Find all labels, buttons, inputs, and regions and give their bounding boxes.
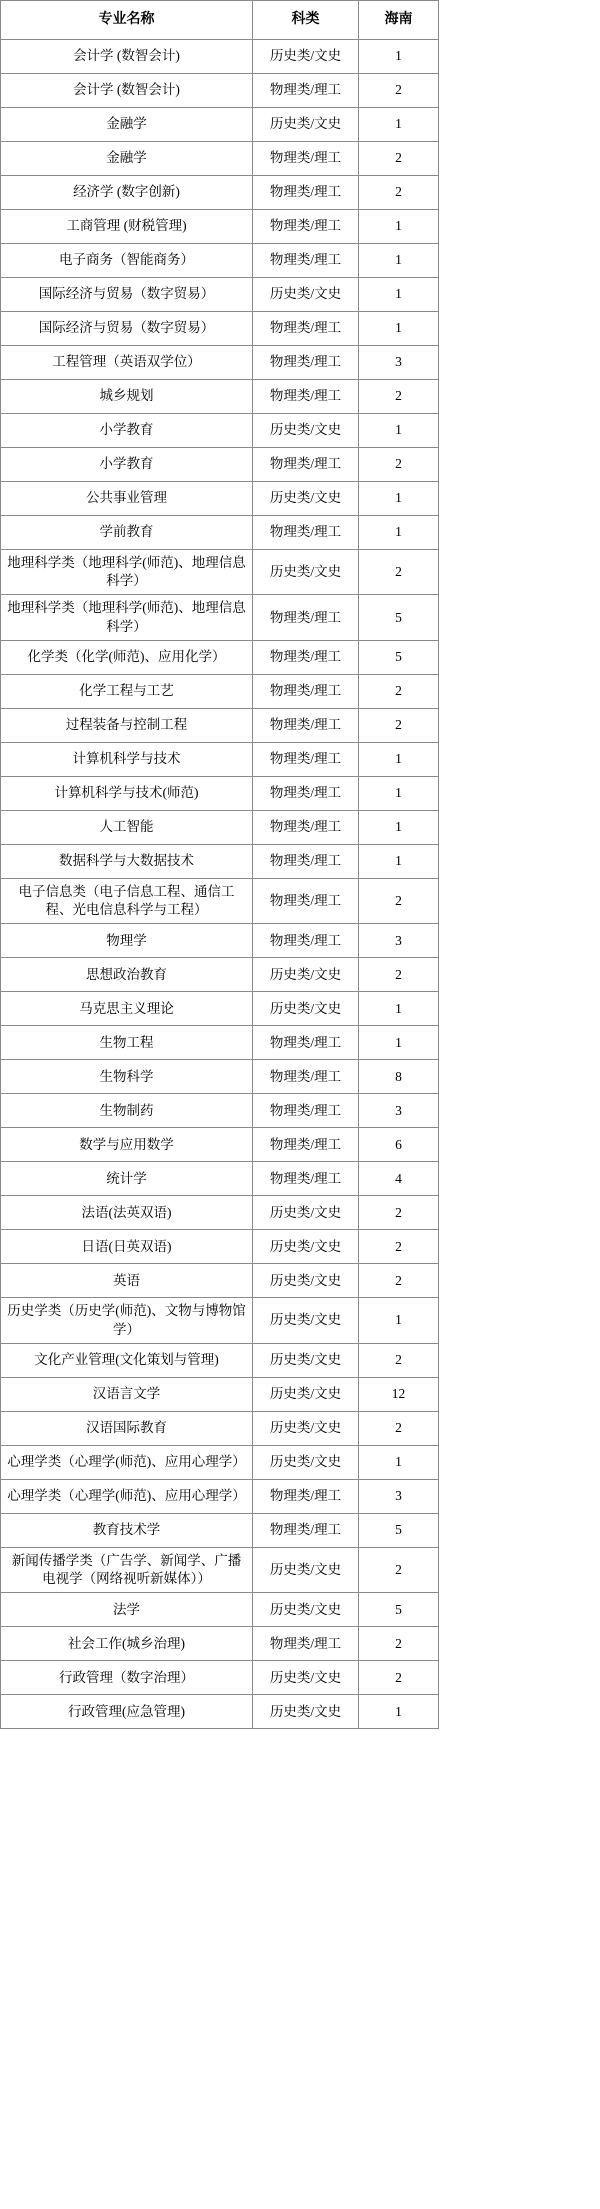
hainan-quota-cell: 5 (359, 595, 439, 640)
hainan-quota-cell: 1 (359, 742, 439, 776)
major-name-cell: 心理学类（心理学(师范)、应用心理学） (1, 1479, 253, 1513)
table-row (1, 1094, 439, 1128)
hainan-quota-cell: 3 (359, 924, 439, 958)
hainan-quota-cell: 2 (359, 1547, 439, 1592)
major-name-cell: 生物工程 (1, 1026, 253, 1060)
major-name-cell: 法学 (1, 1593, 253, 1627)
table-row (1, 1343, 439, 1377)
category-cell: 历史类/文史 (253, 1411, 359, 1445)
major-name-cell: 地理科学类（地理科学(师范)、地理信息科学） (1, 550, 253, 595)
hainan-quota-cell: 5 (359, 1593, 439, 1627)
major-name-cell: 国际经济与贸易（数字贸易） (1, 312, 253, 346)
table-row (1, 1411, 439, 1445)
category-cell: 物理类/理工 (253, 1162, 359, 1196)
category-cell: 物理类/理工 (253, 1060, 359, 1094)
category-cell: 物理类/理工 (253, 244, 359, 278)
major-name-cell: 思想政治教育 (1, 958, 253, 992)
hainan-quota-cell: 1 (359, 1445, 439, 1479)
major-name-cell: 小学教育 (1, 448, 253, 482)
category-cell: 物理类/理工 (253, 516, 359, 550)
major-name-cell: 城乡规划 (1, 380, 253, 414)
hainan-quota-cell: 1 (359, 1026, 439, 1060)
table-row (1, 742, 439, 776)
category-cell: 物理类/理工 (253, 448, 359, 482)
table-row (1, 516, 439, 550)
category-cell: 物理类/理工 (253, 595, 359, 640)
table-row (1, 448, 439, 482)
table-row (1, 1128, 439, 1162)
major-name-cell: 人工智能 (1, 810, 253, 844)
hainan-quota-cell: 1 (359, 1695, 439, 1729)
category-cell: 物理类/理工 (253, 708, 359, 742)
category-cell: 物理类/理工 (253, 742, 359, 776)
hainan-quota-cell: 2 (359, 674, 439, 708)
hainan-quota-cell: 2 (359, 878, 439, 923)
table-row (1, 1513, 439, 1547)
table-row (1, 1593, 439, 1627)
hainan-quota-cell: 2 (359, 958, 439, 992)
table-row (1, 482, 439, 516)
table-row (1, 346, 439, 380)
major-name-cell: 汉语言文学 (1, 1377, 253, 1411)
category-cell: 历史类/文史 (253, 278, 359, 312)
major-name-cell: 社会工作(城乡治理) (1, 1627, 253, 1661)
major-name-cell: 过程装备与控制工程 (1, 708, 253, 742)
category-cell: 历史类/文史 (253, 1196, 359, 1230)
hainan-quota-cell: 2 (359, 1230, 439, 1264)
table-row (1, 74, 439, 108)
table-row (1, 40, 439, 74)
category-cell: 物理类/理工 (253, 1094, 359, 1128)
table-row (1, 674, 439, 708)
hainan-quota-cell: 12 (359, 1377, 439, 1411)
table-row (1, 595, 439, 640)
table-row (1, 640, 439, 674)
table-row (1, 844, 439, 878)
major-name-cell: 法语(法英双语) (1, 1196, 253, 1230)
category-cell: 历史类/文史 (253, 1547, 359, 1592)
major-name-cell: 生物科学 (1, 1060, 253, 1094)
table-row (1, 878, 439, 923)
table-row (1, 958, 439, 992)
category-cell: 历史类/文史 (253, 40, 359, 74)
major-name-cell: 行政管理（数字治理） (1, 1661, 253, 1695)
table-row (1, 142, 439, 176)
category-cell: 历史类/文史 (253, 1445, 359, 1479)
table-row (1, 992, 439, 1026)
table-row (1, 924, 439, 958)
category-cell: 物理类/理工 (253, 74, 359, 108)
major-name-cell: 统计学 (1, 1162, 253, 1196)
major-name-cell: 地理科学类（地理科学(师范)、地理信息科学） (1, 595, 253, 640)
category-cell: 物理类/理工 (253, 924, 359, 958)
major-name-cell: 计算机科学与技术(师范) (1, 776, 253, 810)
hainan-quota-cell: 2 (359, 1411, 439, 1445)
major-name-cell: 会计学 (数智会计) (1, 40, 253, 74)
major-name-cell: 工程管理（英语双学位） (1, 346, 253, 380)
hainan-quota-cell: 1 (359, 482, 439, 516)
category-cell: 历史类/文史 (253, 1343, 359, 1377)
hainan-quota-cell: 4 (359, 1162, 439, 1196)
category-cell: 物理类/理工 (253, 312, 359, 346)
major-name-cell: 数据科学与大数据技术 (1, 844, 253, 878)
table-row (1, 244, 439, 278)
table-row (1, 414, 439, 448)
category-cell: 历史类/文史 (253, 1377, 359, 1411)
table-row (1, 810, 439, 844)
table-row (1, 1695, 439, 1729)
table-row (1, 1547, 439, 1592)
category-cell: 物理类/理工 (253, 176, 359, 210)
major-name-cell: 计算机科学与技术 (1, 742, 253, 776)
major-name-cell: 汉语国际教育 (1, 1411, 253, 1445)
table-row (1, 210, 439, 244)
category-cell: 历史类/文史 (253, 482, 359, 516)
major-name-cell: 生物制药 (1, 1094, 253, 1128)
hainan-quota-cell: 3 (359, 346, 439, 380)
major-name-cell: 国际经济与贸易（数字贸易） (1, 278, 253, 312)
hainan-quota-cell: 1 (359, 776, 439, 810)
category-cell: 物理类/理工 (253, 380, 359, 414)
category-cell: 物理类/理工 (253, 810, 359, 844)
hainan-quota-cell: 1 (359, 844, 439, 878)
category-cell: 物理类/理工 (253, 210, 359, 244)
category-cell: 物理类/理工 (253, 1627, 359, 1661)
major-name-cell: 马克思主义理论 (1, 992, 253, 1026)
table-row (1, 550, 439, 595)
hainan-quota-cell: 2 (359, 1627, 439, 1661)
hainan-quota-cell: 1 (359, 414, 439, 448)
hainan-quota-cell: 1 (359, 108, 439, 142)
category-cell: 历史类/文史 (253, 1264, 359, 1298)
major-name-cell: 小学教育 (1, 414, 253, 448)
major-name-cell: 历史学类（历史学(师范)、文物与博物馆学） (1, 1298, 253, 1343)
category-cell: 历史类/文史 (253, 1298, 359, 1343)
hainan-quota-cell: 2 (359, 1196, 439, 1230)
major-name-cell: 金融学 (1, 108, 253, 142)
table-body (1, 40, 439, 1729)
major-name-cell: 金融学 (1, 142, 253, 176)
hainan-quota-cell: 3 (359, 1479, 439, 1513)
table-row (1, 776, 439, 810)
category-cell: 历史类/文史 (253, 414, 359, 448)
major-name-cell: 教育技术学 (1, 1513, 253, 1547)
category-cell: 物理类/理工 (253, 844, 359, 878)
table-row (1, 176, 439, 210)
column-header-category: 科类 (253, 1, 359, 40)
major-name-cell: 新闻传播学类（广告学、新闻学、广播电视学（网络视听新媒体）） (1, 1547, 253, 1592)
major-name-cell: 行政管理(应急管理) (1, 1695, 253, 1729)
table-row (1, 278, 439, 312)
category-cell: 历史类/文史 (253, 992, 359, 1026)
hainan-quota-cell: 1 (359, 312, 439, 346)
column-header-major: 专业名称 (1, 1, 253, 40)
hainan-quota-cell: 1 (359, 210, 439, 244)
hainan-quota-cell: 1 (359, 244, 439, 278)
hainan-quota-cell: 6 (359, 1128, 439, 1162)
major-name-cell: 心理学类（心理学(师范)、应用心理学） (1, 1445, 253, 1479)
table-row (1, 1627, 439, 1661)
major-name-cell: 电子信息类（电子信息工程、通信工程、光电信息科学与工程） (1, 878, 253, 923)
major-name-cell: 数学与应用数学 (1, 1128, 253, 1162)
category-cell: 历史类/文史 (253, 1661, 359, 1695)
hainan-quota-cell: 1 (359, 1298, 439, 1343)
hainan-quota-cell: 2 (359, 1264, 439, 1298)
hainan-quota-cell: 3 (359, 1094, 439, 1128)
table-header-row (1, 1, 439, 40)
table-row (1, 1298, 439, 1343)
major-name-cell: 文化产业管理(文化策划与管理) (1, 1343, 253, 1377)
hainan-quota-cell: 5 (359, 640, 439, 674)
hainan-quota-cell: 1 (359, 810, 439, 844)
major-name-cell: 经济学 (数字创新) (1, 176, 253, 210)
table-row (1, 1377, 439, 1411)
category-cell: 历史类/文史 (253, 1230, 359, 1264)
category-cell: 历史类/文史 (253, 1695, 359, 1729)
hainan-quota-cell: 2 (359, 380, 439, 414)
major-name-cell: 工商管理 (财税管理) (1, 210, 253, 244)
category-cell: 物理类/理工 (253, 1513, 359, 1547)
hainan-quota-cell: 2 (359, 74, 439, 108)
hainan-quota-cell: 1 (359, 278, 439, 312)
column-header-hainan: 海南 (359, 1, 439, 40)
category-cell: 物理类/理工 (253, 346, 359, 380)
table-row (1, 312, 439, 346)
major-name-cell: 日语(日英双语) (1, 1230, 253, 1264)
hainan-quota-cell: 2 (359, 448, 439, 482)
major-name-cell: 学前教育 (1, 516, 253, 550)
hainan-quota-cell: 5 (359, 1513, 439, 1547)
table-row (1, 1230, 439, 1264)
category-cell: 物理类/理工 (253, 142, 359, 176)
hainan-quota-cell: 2 (359, 550, 439, 595)
table-row (1, 1196, 439, 1230)
category-cell: 物理类/理工 (253, 878, 359, 923)
table-row (1, 1479, 439, 1513)
table-row (1, 1445, 439, 1479)
table-row (1, 108, 439, 142)
major-name-cell: 化学类（化学(师范)、应用化学） (1, 640, 253, 674)
table-row (1, 1060, 439, 1094)
hainan-quota-cell: 2 (359, 1661, 439, 1695)
category-cell: 物理类/理工 (253, 776, 359, 810)
hainan-quota-cell: 1 (359, 516, 439, 550)
category-cell: 物理类/理工 (253, 1026, 359, 1060)
table-row (1, 1264, 439, 1298)
category-cell: 物理类/理工 (253, 640, 359, 674)
category-cell: 历史类/文史 (253, 108, 359, 142)
category-cell: 历史类/文史 (253, 550, 359, 595)
category-cell: 历史类/文史 (253, 958, 359, 992)
table-header (1, 1, 439, 40)
hainan-quota-cell: 2 (359, 176, 439, 210)
hainan-quota-cell: 2 (359, 1343, 439, 1377)
hainan-quota-cell: 2 (359, 142, 439, 176)
category-cell: 历史类/文史 (253, 1593, 359, 1627)
major-name-cell: 物理学 (1, 924, 253, 958)
table-row (1, 1026, 439, 1060)
category-cell: 物理类/理工 (253, 1128, 359, 1162)
hainan-quota-cell: 8 (359, 1060, 439, 1094)
hainan-quota-cell: 1 (359, 992, 439, 1026)
table-row (1, 708, 439, 742)
major-name-cell: 化学工程与工艺 (1, 674, 253, 708)
major-name-cell: 电子商务（智能商务） (1, 244, 253, 278)
major-name-cell: 英语 (1, 1264, 253, 1298)
table-row (1, 380, 439, 414)
table-row (1, 1661, 439, 1695)
table-row (1, 1162, 439, 1196)
category-cell: 物理类/理工 (253, 1479, 359, 1513)
hainan-quota-cell: 2 (359, 708, 439, 742)
major-name-cell: 会计学 (数智会计) (1, 74, 253, 108)
category-cell: 物理类/理工 (253, 674, 359, 708)
hainan-quota-cell: 1 (359, 40, 439, 74)
major-name-cell: 公共事业管理 (1, 482, 253, 516)
